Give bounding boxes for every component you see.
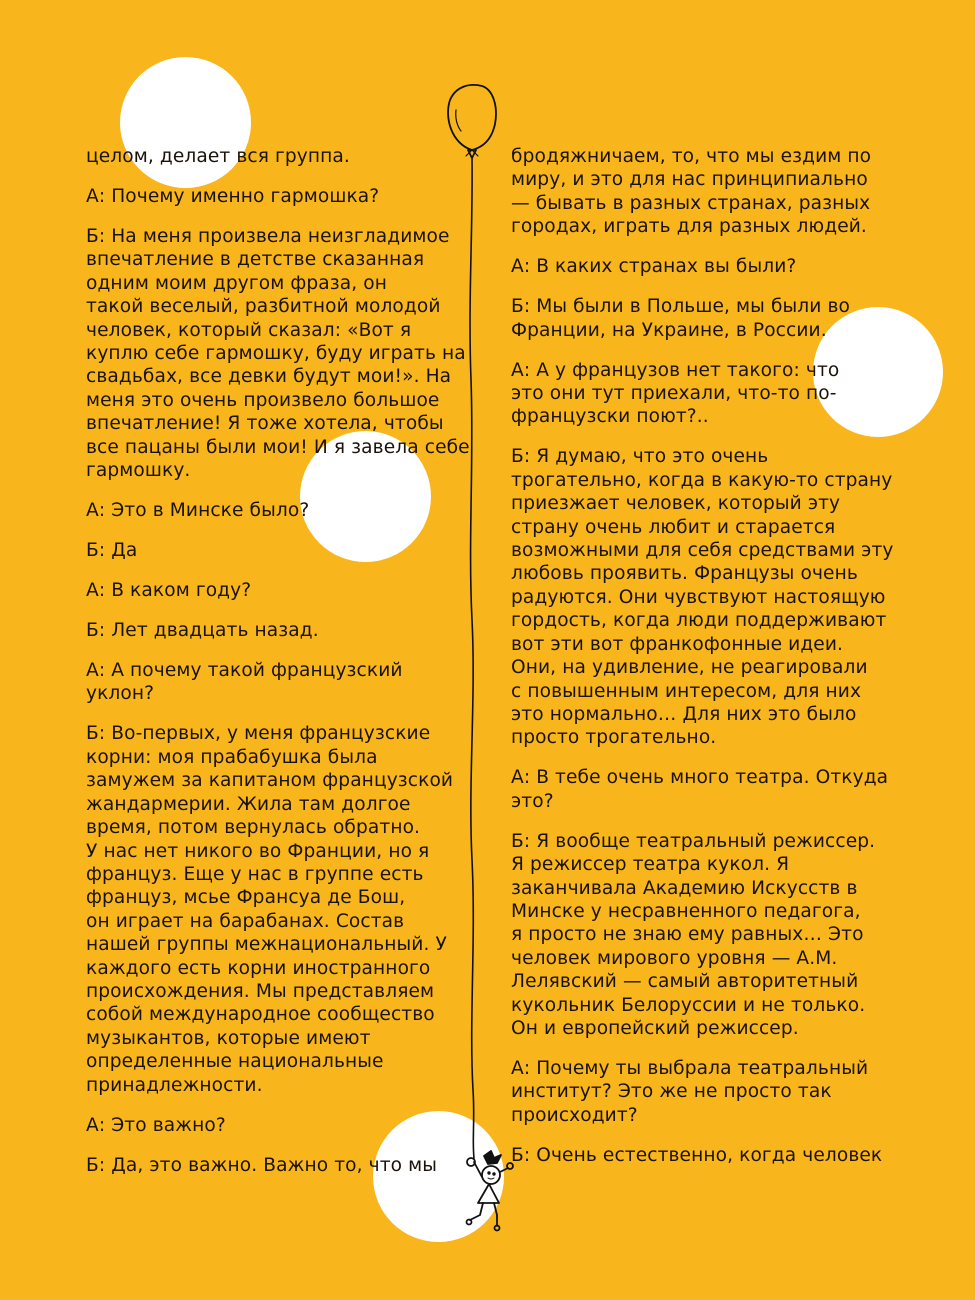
interview-paragraph: Б: Я думаю, что это очень трогательно, когда в какую-то страну приезжает человек, который эту страну очень любит и старается возможными для себя средствами эту любовь проявить. Французы очень радуются. Они чувствуют настоящую гордость, когда люди поддерживают вот эти вот франкофонные идеи. Они, на удивление, не реагировали с повышенным интересом, для них это нормально… Для них это было просто трогательно.: [511, 446, 894, 749]
interview-paragraph: А: В каких странах вы были?: [511, 256, 797, 278]
interview-paragraph: А: А у французов нет такого: что это они тут приехали, что-то по- французски поют?..: [511, 359, 840, 428]
interview-paragraph: целом, делает вся группа.: [86, 146, 350, 167]
interview-paragraph: А: А почему такой французский уклон?: [86, 660, 403, 705]
left-text-column: [86, 145, 471, 1194]
interview-paragraph: Б: Во-первых, у меня французские корни: моя прабабушка была замужем за капитаном французской жандармерии. Жила там долгое время, потом вернулась обратно. У нас нет никого во Франции, но я француз. Еще у нас в группе есть француз, мсье Франсуа де Бош, он играет на барабанах. Состав нашей группы межнациональный. У каждого есть корни иностранного происхождения. Мы представляем собой международное сообщество музыкантов, которые имеют определенные национальные принадлежности.: [86, 723, 454, 1096]
interview-paragraph: Б: Очень естественно, когда человек: [511, 1144, 883, 1166]
interview-paragraph: Б: Я вообще театральный режиссер. Я режиссер театра кукол. Я заканчивала Академию Искусств в Минске у несравненного педагога, я просто не знаю ему равных… Это человек мирового уровня — А.М. Лелявский — самый авторитетный кукольник Белоруссии и не только. Он и европейский режиссер.: [511, 830, 876, 1039]
interview-paragraph: А: В каком году?: [86, 580, 252, 602]
interview-paragraph: Б: На меня произвела неизгладимое впечатление в детстве сказанная одним моим другом фраза, он такой веселый, разбитной молодой человек, который сказал: «Вот я куплю себе гармошку, буду играть на свадьбах, все девки будут мои!». На меня это очень произвело большое впечатление! Я тоже хотела, чтобы все пацаны были мои! И я завела себе гармошку.: [86, 226, 470, 482]
interview-paragraph: А: В тебе очень много театра. Откуда это?: [511, 767, 889, 812]
interview-paragraph: Б: Да: [86, 540, 138, 562]
interview-paragraph: бродяжничаем, то, что мы ездим по миру, и это для нас принципиально — бывать в разных странах, разных городах, играть для разных людей.: [511, 146, 872, 238]
interview-paragraph: А: Это в Минске было?: [86, 500, 310, 522]
right-text-column: [511, 145, 901, 1184]
interview-paragraph: Б: Лет двадцать назад.: [86, 620, 319, 642]
interview-paragraph: А: Почему именно гармошка?: [86, 186, 380, 207]
interview-paragraph: Б: Да, это важно. Важно то, что мы: [86, 1154, 438, 1176]
interview-paragraph: Б: Мы были в Польше, мы были во Франции, на Украине, в России.: [511, 296, 851, 341]
girl-figure: [467, 1151, 514, 1231]
interview-paragraph: А: Почему ты выбрала театральный институт? Это же не просто так происходит?: [511, 1057, 869, 1126]
interview-paragraph: А: Это важно?: [86, 1114, 226, 1136]
